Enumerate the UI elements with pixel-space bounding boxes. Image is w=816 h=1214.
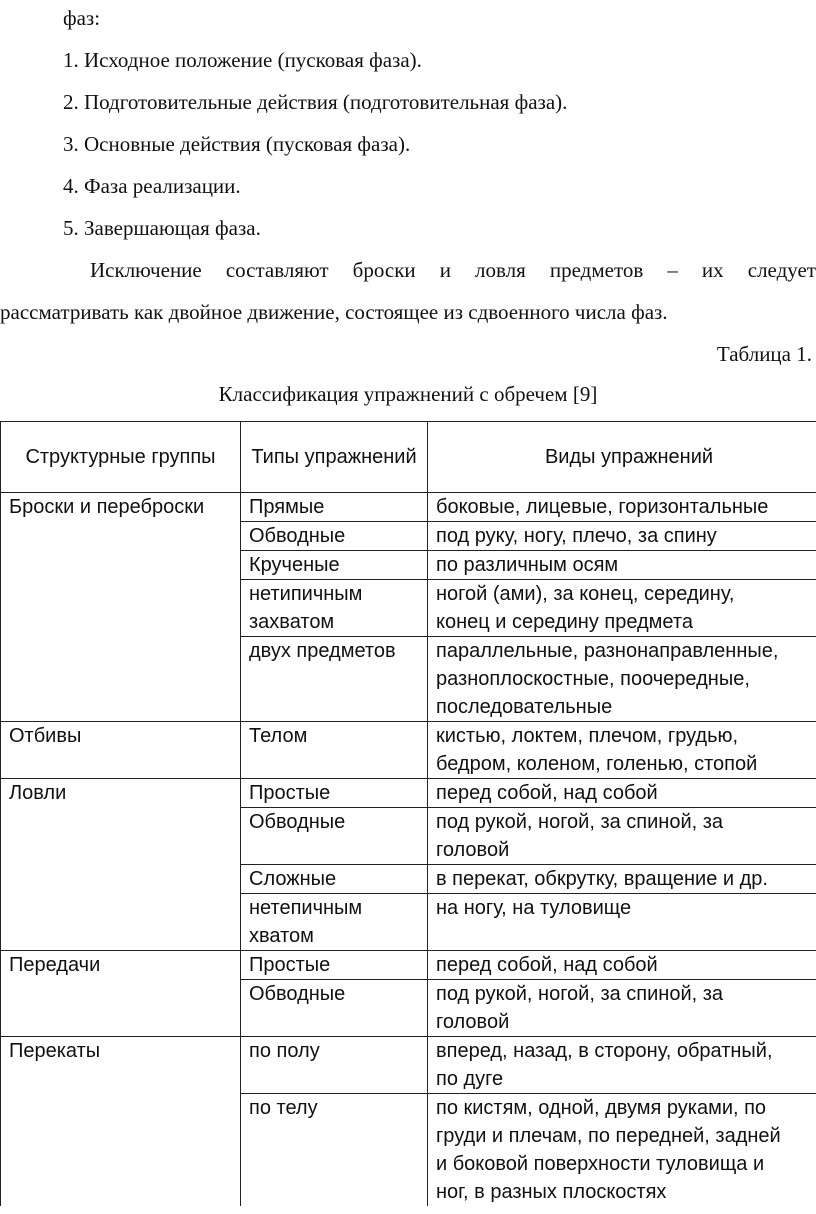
exercise-kinds-text: под рукой, ногой, за спиной, за [436, 983, 724, 1005]
exercise-kinds-cell [428, 951, 816, 980]
exercise-type-text: Крученые [249, 554, 340, 576]
exercise-kinds-text: бедром, коленом, голенью, стопой [436, 753, 758, 775]
table-title: Классификация упражнений с обречем [9] [218, 382, 598, 406]
exercise-type-cell [241, 808, 428, 865]
table-row [1, 951, 816, 980]
exercise-kinds-text: перед собой, над собой [436, 954, 658, 976]
exercise-kinds-text: ног, в разных плоскостях [436, 1181, 667, 1203]
table-row [1, 1037, 816, 1094]
exercise-type-cell [241, 551, 428, 580]
structural-group-cell: Броски и переброски [1, 493, 241, 722]
exercise-kinds-text: в перекат, обкрутку, вращение и др. [436, 868, 768, 890]
exception-line-2: рассматривать как двойное движение, состоящее из сдвоенного числа фаз. [0, 300, 668, 324]
exercise-type-text: двух предметов [249, 640, 396, 662]
exercise-kinds-text: груди и плечам, по передней, задней [436, 1125, 781, 1147]
exception-line-1: Исключение составляют броски и ловля предметов – их следует [90, 258, 816, 282]
table-row [1, 722, 816, 779]
exercise-kinds-cell [428, 493, 816, 522]
exercise-kinds-text: по различным осям [436, 554, 619, 576]
exercise-kinds-text: на ногу, на туловище [436, 897, 632, 919]
exercise-type-text: нетипичным [249, 583, 363, 605]
exercise-type-text: захватом [249, 611, 335, 633]
exercise-kinds-cell [428, 551, 816, 580]
exercise-kinds-text: разноплоскостные, поочередные, [436, 668, 750, 690]
exercise-type-cell [241, 522, 428, 551]
exercise-type-cell [241, 580, 428, 637]
phase-item: 3. Основные действия (пусковая фаза). [63, 132, 411, 156]
phase-item: 1. Исходное положение (пусковая фаза). [63, 48, 422, 72]
exercise-kinds-text: ногой (ами), за конец, середину, [436, 583, 735, 605]
exercise-type-text: Простые [249, 782, 331, 804]
header-structural-groups: Структурные группы [1, 422, 241, 493]
exercise-type-cell [241, 779, 428, 808]
exercise-kinds-text: головой [436, 839, 510, 861]
exercise-type-text: по полу [249, 1040, 320, 1062]
exercise-kinds-cell [428, 1037, 816, 1094]
exercise-kinds-cell [428, 1094, 816, 1207]
table-header-row [1, 422, 816, 493]
exercise-kinds-text: головой [436, 1011, 510, 1033]
exercise-kinds-cell [428, 580, 816, 637]
phase-item: 2. Подготовительные действия (подготовительная фаза). [63, 90, 568, 114]
exercise-kinds-text: последовательные [436, 696, 613, 718]
exercise-type-text: Сложные [249, 868, 337, 890]
exercise-kinds-cell [428, 980, 816, 1037]
exercise-kinds-cell [428, 894, 816, 951]
exercise-kinds-text: боковые, лицевые, горизонтальные [436, 496, 769, 518]
exercise-type-text: Телом [249, 725, 308, 747]
exercise-kinds-text: параллельные, разнонаправленные, [436, 640, 779, 662]
exercise-type-cell [241, 1037, 428, 1094]
table-number: Таблица 1. [716, 342, 812, 366]
exercise-kinds-cell [428, 779, 816, 808]
exercise-kinds-cell [428, 722, 816, 779]
exercise-type-text: нетепичным [249, 897, 363, 919]
exception-paragraph [0, 257, 816, 325]
exercise-kinds-text: по кистям, одной, двумя руками, по [436, 1097, 767, 1119]
exercise-kinds-text: под руку, ногу, плечо, за спину [436, 525, 717, 547]
structural-group-cell: Передачи [1, 951, 241, 1037]
structural-group-cell: Ловли [1, 779, 241, 951]
exercise-kinds-text: и боковой поверхности туловища и [436, 1153, 765, 1175]
exercise-type-cell [241, 894, 428, 951]
exercise-kinds-cell [428, 522, 816, 551]
exercise-type-cell [241, 1094, 428, 1207]
structural-group-cell: Перекаты [1, 1037, 241, 1207]
table-row [1, 493, 816, 522]
phase-item: 5. Завершающая фаза. [63, 216, 261, 240]
exercise-kinds-text: под рукой, ногой, за спиной, за [436, 811, 724, 833]
exercise-type-cell [241, 722, 428, 779]
classification-table [0, 421, 816, 1206]
exercise-kinds-text: кистью, локтем, плечом, грудью, [436, 725, 739, 747]
exercise-type-text: Обводные [249, 525, 346, 547]
exercise-type-cell [241, 637, 428, 722]
phase-item: 4. Фаза реализации. [63, 174, 241, 198]
exercise-kinds-cell [428, 637, 816, 722]
structural-group-cell: Отбивы [1, 722, 241, 779]
exercise-kinds-text: по дуге [436, 1068, 504, 1090]
exercise-kinds-text: перед собой, над собой [436, 782, 658, 804]
exercise-kinds-text: вперед, назад, в сторону, обратный, [436, 1040, 773, 1062]
exercise-kinds-cell [428, 865, 816, 894]
exercise-type-text: хватом [249, 925, 314, 947]
header-exercise-kinds: Виды упражнений [428, 422, 816, 493]
exercise-type-cell [241, 865, 428, 894]
exercise-type-cell [241, 493, 428, 522]
exercise-kinds-cell [428, 808, 816, 865]
exercise-type-text: Обводные [249, 811, 346, 833]
exercise-type-cell [241, 951, 428, 980]
table-row [1, 779, 816, 808]
exercise-type-cell [241, 980, 428, 1037]
header-exercise-types: Типы упражнений [241, 422, 428, 493]
table-body [1, 493, 816, 1207]
exercise-type-text: Обводные [249, 983, 346, 1005]
intro-lead: фаз: [63, 6, 101, 30]
exercise-type-text: Прямые [249, 496, 325, 518]
exercise-kinds-text: конец и середину предмета [436, 611, 693, 633]
exercise-type-text: по телу [249, 1097, 318, 1119]
exercise-type-text: Простые [249, 954, 331, 976]
